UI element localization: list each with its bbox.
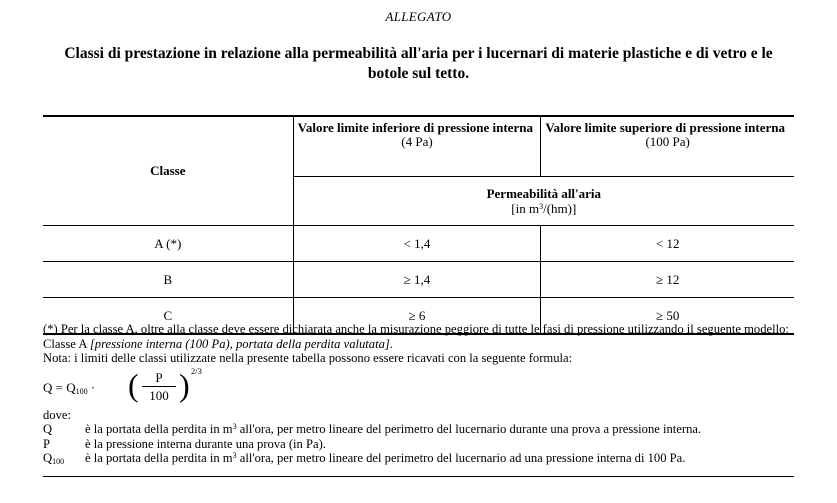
- bottom-rule: [43, 476, 794, 477]
- nota: Nota: i limiti delle classi utilizzate nella presente tabella possono essere ricavati con la seguente formula:: [43, 351, 573, 365]
- definition-text: è la pressione interna durante una prova (in Pa).: [85, 436, 326, 451]
- classe-cell: A (*): [43, 226, 293, 262]
- right-paren: ): [179, 366, 190, 403]
- high-pressure-label: Valore limite superiore di pressione interna: [545, 120, 785, 135]
- high-pressure-value: (100 Pa): [645, 134, 690, 149]
- notes-section: [43, 322, 798, 466]
- table-header-row: [43, 116, 794, 177]
- permeability-unit: [in $m^3/(hm)$]: [511, 201, 577, 216]
- dove-label: dove:: [43, 407, 71, 422]
- definition-item: [43, 422, 798, 437]
- fraction-numerator: P: [155, 369, 163, 385]
- low-limit-cell: < 1,4: [293, 226, 541, 262]
- permeability-label: Permeabilità all'aria: [486, 186, 602, 201]
- performance-classes-table: [43, 115, 794, 335]
- high-pressure-header: [541, 116, 794, 177]
- definition-symbol: P: [43, 436, 51, 451]
- left-paren: (: [128, 366, 139, 403]
- table-row: [43, 262, 794, 298]
- high-limit-cell: ≥ 50: [541, 298, 794, 335]
- low-limit-cell: ≥ 1,4: [293, 262, 541, 298]
- table-row: [43, 226, 794, 262]
- definition-text: è la portata della perdita in $m^3$ all'ora, per metro lineare del perimetro del lucernario ad una pressione interna di 100 Pa.: [85, 451, 686, 465]
- formula-fraction: [140, 370, 178, 403]
- definition-symbol: $Q_{100}$: [43, 451, 65, 466]
- definition-symbol: Q: [43, 422, 53, 436]
- high-limit-cell: ≥ 12: [541, 262, 794, 298]
- formula-lhs: $Q = Q_{100}$ ·: [43, 379, 96, 396]
- low-pressure-value: (4 Pa): [401, 134, 433, 149]
- definition-text: è la portata della perdita in $m^3$ all'ora, per metro lineare del perimetro del lucernario durante una prova a pressione interna.: [85, 422, 702, 436]
- document-title: Classi di prestazione in relazione alla permeabilità all'aria per i lucernari di materie plastiche e di vetro e le botole sul tetto.: [64, 45, 773, 82]
- fraction-denominator: 100: [149, 387, 169, 403]
- definition-item: [43, 451, 798, 466]
- definition-item: [43, 437, 798, 452]
- low-pressure-header: [293, 116, 541, 177]
- fraction-bar: [142, 386, 176, 387]
- formula-exponent: 2/3: [191, 365, 202, 376]
- footnote: (*) Per la classe A, oltre alla classe deve essere dichiarata anche la misurazione peggiore di tutte le fasi di pressione utilizzando il seguente modello: Classe A [pressione interna (100 Pa), portata della perdita valutata].: [43, 322, 789, 351]
- classe-cell: B: [43, 262, 293, 298]
- low-pressure-label: Valore limite inferiore di pressione interna: [297, 120, 533, 135]
- allegato-label: ALLEGATO: [385, 9, 452, 24]
- classe-header: Classe: [43, 116, 293, 226]
- classe-cell: C: [43, 298, 293, 335]
- low-limit-cell: ≥ 6: [293, 298, 541, 335]
- high-limit-cell: < 12: [541, 226, 794, 262]
- formula: [43, 365, 798, 408]
- permeability-header: [293, 177, 794, 226]
